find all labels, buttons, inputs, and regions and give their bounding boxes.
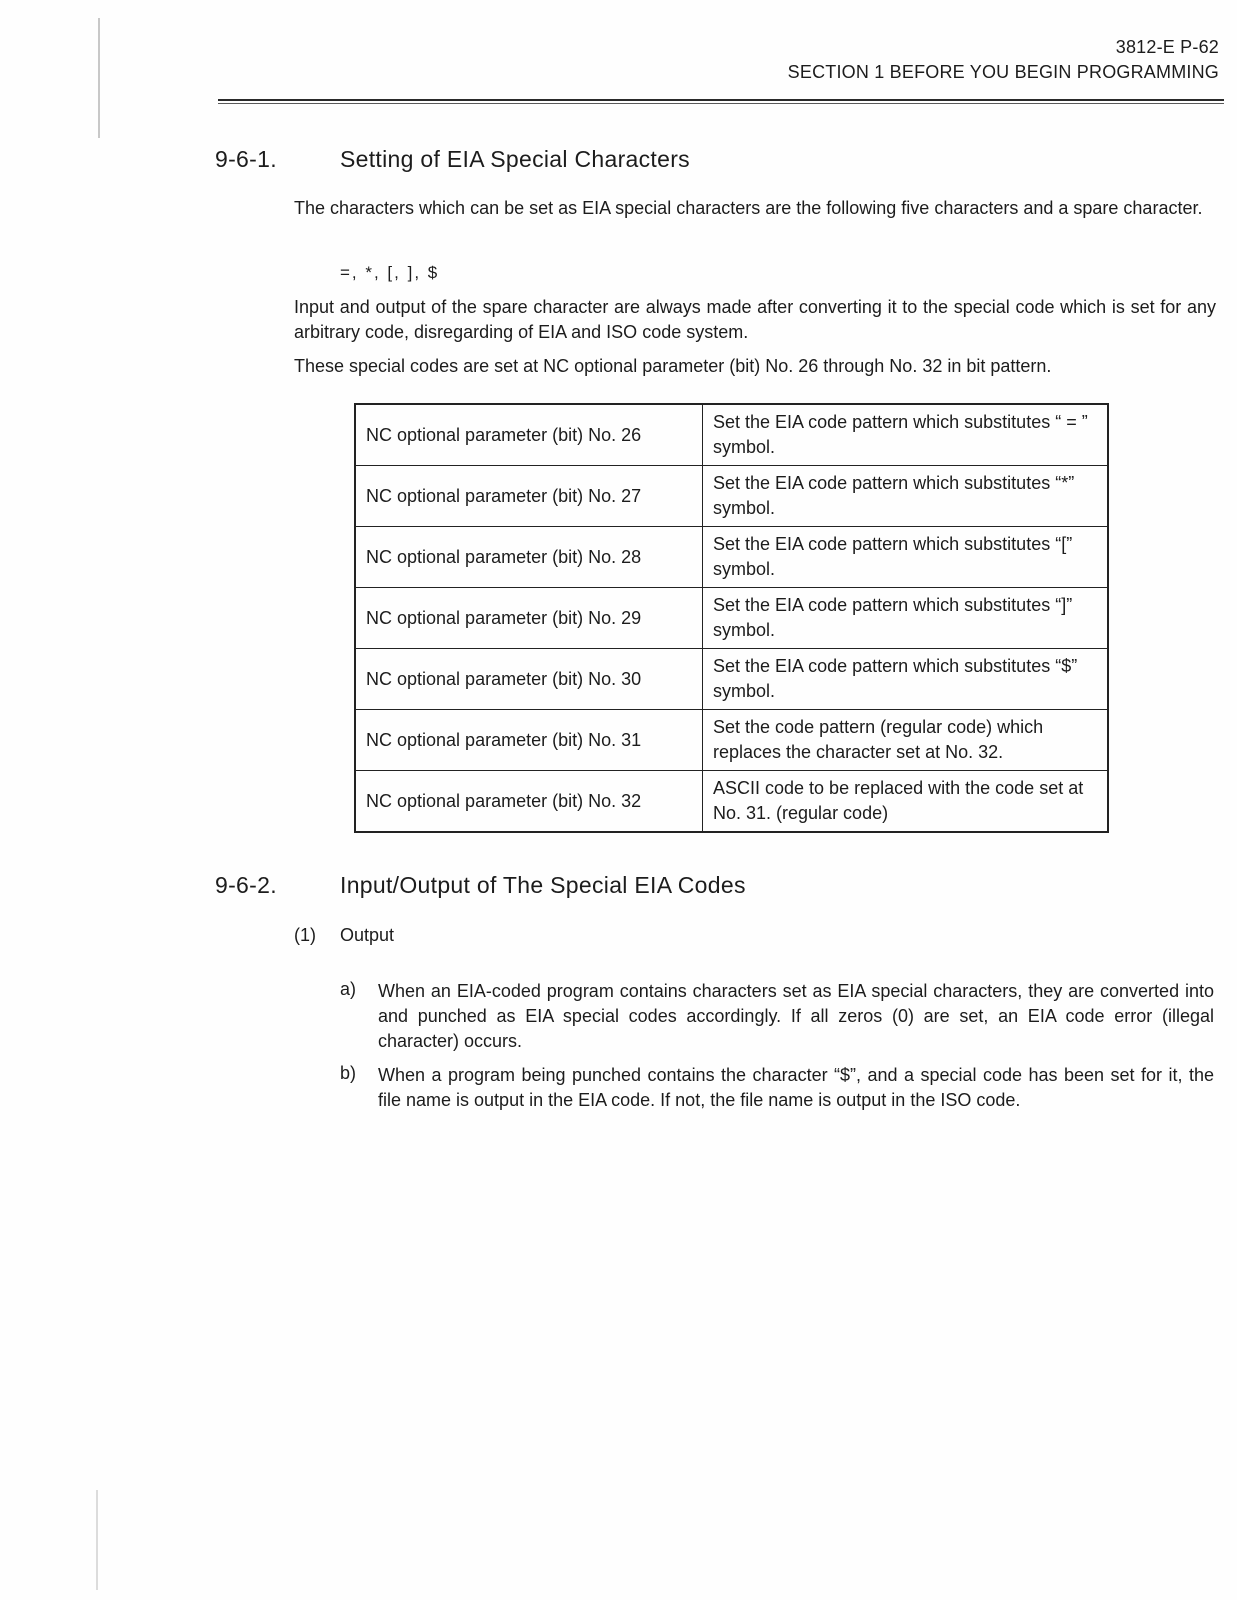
description-cell: ASCII code to be replaced with the code set at No. 31. (regular code) <box>703 771 1109 833</box>
section-number: 9-6-2. <box>215 872 277 898</box>
section-title: Input/Output of The Special EIA Codes <box>340 872 746 898</box>
table-row <box>355 588 1108 649</box>
sublist-label-a: a) <box>340 979 357 999</box>
intro-paragraph: The characters which can be set as EIA special characters are the following five characters and a spare character. <box>294 198 1203 218</box>
list-item-title: Output <box>340 925 395 945</box>
parameter-cell: NC optional parameter (bit) No. 30 <box>355 649 703 710</box>
sublist-text-b: When a program being punched contains the character “$”, and a special code has been set for it, the file name is output in the EIA code. If not, the file name is output in the ISO code. <box>378 1065 1214 1110</box>
description-cell: Set the EIA code pattern which substitutes “ = ” symbol. <box>703 404 1109 466</box>
description-cell: Set the code pattern (regular code) which replaces the character set at No. 32. <box>703 710 1109 771</box>
sublist-label-b: b) <box>340 1063 357 1083</box>
section-header: SECTION 1 BEFORE YOU BEGIN PROGRAMMING <box>787 62 1219 82</box>
parameter-cell: NC optional parameter (bit) No. 29 <box>355 588 703 649</box>
page-edge-mark <box>98 18 100 138</box>
table-row <box>355 466 1108 527</box>
parameter-cell: NC optional parameter (bit) No. 27 <box>355 466 703 527</box>
table-row <box>355 404 1108 466</box>
section-title: Setting of EIA Special Characters <box>340 146 690 172</box>
description-cell: Set the EIA code pattern which substitutes “]” symbol. <box>703 588 1109 649</box>
table-row <box>355 771 1108 833</box>
description-cell: Set the EIA code pattern which substitutes “[” symbol. <box>703 527 1109 588</box>
page-edge-mark-bottom <box>96 1490 98 1590</box>
header-rule-thin <box>218 103 1224 104</box>
list-item-number: (1) <box>294 925 316 945</box>
sublist-text-a: When an EIA-coded program contains characters set as EIA special characters, they are converted into and punched as EIA special codes accordingly. If all zeros (0) are set, an EIA code error (illegal character) occurs. <box>378 981 1214 1051</box>
section-number: 9-6-1. <box>215 146 277 172</box>
parameter-cell: NC optional parameter (bit) No. 32 <box>355 771 703 833</box>
header-rule <box>218 99 1224 101</box>
table-row <box>355 649 1108 710</box>
special-characters-list: =, *, [, ], $ <box>340 263 440 282</box>
table-row <box>355 710 1108 771</box>
parameter-cell: NC optional parameter (bit) No. 26 <box>355 404 703 466</box>
page-header <box>788 35 1219 85</box>
table-row <box>355 527 1108 588</box>
parameter-range-paragraph: These special codes are set at NC optional parameter (bit) No. 26 through No. 32 in bit pattern. <box>294 356 1052 376</box>
description-cell: Set the EIA code pattern which substitutes “$” symbol. <box>703 649 1109 710</box>
description-cell: Set the EIA code pattern which substitutes “*” symbol. <box>703 466 1109 527</box>
parameter-table <box>354 403 1109 833</box>
doc-page-id: 3812-E P-62 <box>1115 37 1219 57</box>
parameter-cell: NC optional parameter (bit) No. 31 <box>355 710 703 771</box>
parameter-cell: NC optional parameter (bit) No. 28 <box>355 527 703 588</box>
spare-character-paragraph: Input and output of the spare character are always made after converting it to the special code which is set for any arbitrary code, disregarding of EIA and ISO code system. <box>294 297 1216 342</box>
